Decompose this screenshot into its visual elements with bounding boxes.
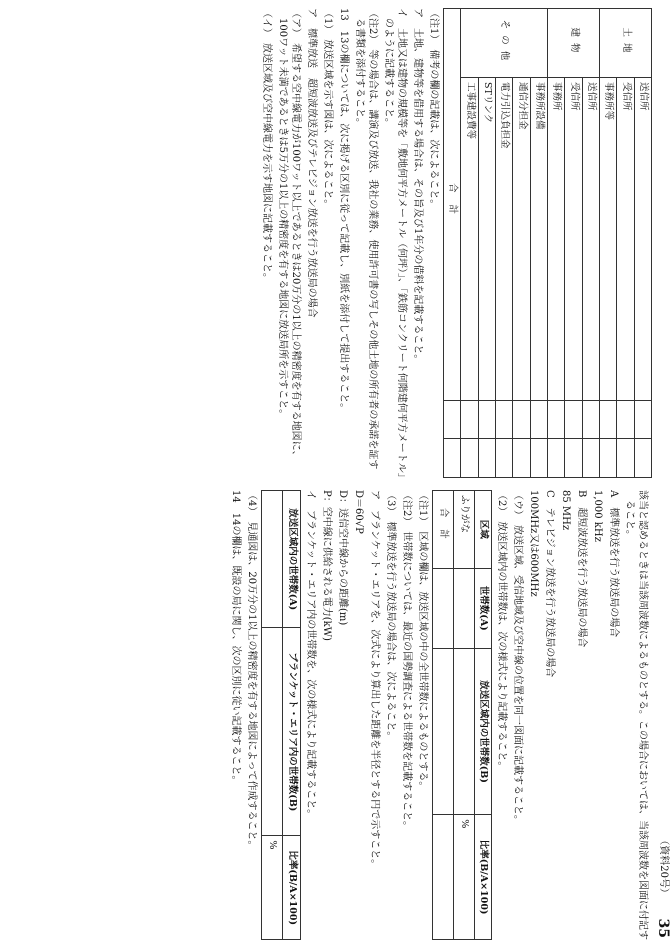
remark-cell bbox=[617, 439, 634, 478]
total-value bbox=[432, 568, 453, 648]
total-value bbox=[432, 815, 453, 940]
table-row bbox=[617, 9, 634, 478]
remark-cell bbox=[582, 439, 599, 478]
value-cell bbox=[617, 401, 634, 439]
value-cell bbox=[634, 401, 651, 439]
right-lines bbox=[495, 490, 649, 940]
remark-cell bbox=[599, 439, 616, 478]
note-line: ア 標準放送 超短波放送及びテレビジョン放送を行う放送局の場合 bbox=[305, 8, 317, 318]
data-cell: % bbox=[453, 815, 474, 940]
item-cell: 送信所 bbox=[634, 78, 651, 401]
total-remark bbox=[443, 439, 460, 478]
note-line: ア 土地、建物等を借用する場合は、その旨及び1年分の借料を記載すること。 bbox=[411, 8, 423, 365]
header-cell: 放送区域内の世帯数(A) bbox=[283, 491, 300, 628]
text-line: （2） 放送区域内の世帯数は、次の様式により記載すること。 bbox=[496, 490, 507, 772]
note-line: ア ブランケット・エリアを、次式により算出した距離を半径とする円で示すこと。 bbox=[368, 490, 380, 870]
category-cell: その他 bbox=[461, 9, 548, 78]
header-row bbox=[283, 491, 300, 940]
table-row bbox=[461, 9, 478, 478]
left-column bbox=[257, 8, 652, 478]
data-cell: % bbox=[262, 836, 283, 940]
right-after bbox=[229, 490, 258, 940]
value-cell bbox=[513, 401, 530, 439]
table-row bbox=[599, 9, 616, 478]
item-cell: 受信所 bbox=[617, 78, 634, 401]
data-row bbox=[453, 491, 474, 940]
item-cell: 工事建設費等 bbox=[461, 78, 478, 401]
table-row bbox=[478, 9, 495, 478]
text-line: A 標準放送を行う放送局の場合 bbox=[608, 490, 619, 638]
text-line: （ウ） 放送区域、受信地域及び空中線の位置を同一図面に記載すること。 bbox=[512, 490, 523, 825]
note-line: （ア） 希望する空中線電力が100ワット以上であるときは20万分の1以上の精密度を有する地図に、100ワット未満であるときは5万分の1以上の精密度を有する地図に放送局所を示すこと。 bbox=[276, 8, 301, 461]
header-cell: 比率(B/A×100) bbox=[283, 836, 300, 940]
households-table bbox=[432, 490, 492, 940]
value-cell bbox=[461, 401, 478, 439]
remark-cell bbox=[530, 439, 547, 478]
value-cell bbox=[599, 401, 616, 439]
remark-cell bbox=[547, 439, 564, 478]
table-row bbox=[530, 9, 547, 478]
note-line: P：空中線に供給される電力(kW) bbox=[320, 490, 332, 641]
table-row bbox=[634, 9, 651, 478]
data-cell bbox=[262, 491, 283, 628]
value-cell bbox=[547, 401, 564, 439]
value-cell bbox=[565, 401, 582, 439]
item-cell: 送信所 bbox=[582, 78, 599, 401]
value-cell bbox=[495, 401, 512, 439]
remark-cell bbox=[513, 439, 530, 478]
note-line: 13 13の欄については、次に掲げる区別に従って記載し、別紙を添付して提出すること。 bbox=[337, 8, 349, 414]
value-cell bbox=[530, 401, 547, 439]
note-line: D＝60√P bbox=[352, 490, 364, 534]
text-line: 100MHz又は600MHz bbox=[528, 490, 539, 597]
text-line: 85 MHz bbox=[560, 490, 571, 531]
header-cell: 区域 bbox=[474, 491, 491, 569]
total-value bbox=[432, 648, 453, 814]
header-cell: 比率(B/A×100) bbox=[474, 815, 491, 940]
header-cell: ブランケット・エリア内の世帯数(B) bbox=[283, 628, 300, 836]
right-column bbox=[226, 490, 652, 940]
page-header bbox=[656, 10, 670, 938]
total-value bbox=[443, 401, 460, 439]
remark-cell bbox=[461, 439, 478, 478]
left-notes bbox=[260, 8, 440, 478]
header-cell: 放送区域内の世帯数(B) bbox=[474, 648, 491, 814]
facilities-table bbox=[443, 8, 652, 478]
text-line: C テレビジョン放送を行う放送局の場合 bbox=[544, 490, 555, 678]
note-line: イ 土地又は建物の規模等を「敷地何平方メートル（何坪）」、「鉄筋コンクリート何階建何平方メートル」のように記載すること。 bbox=[382, 8, 407, 478]
note-line: （3） 標準放送を行う放送局の場合は、次によること。 bbox=[384, 490, 396, 742]
text-line: B 超短波放送を行う放送局の場合 bbox=[576, 490, 587, 648]
data-row bbox=[262, 491, 283, 940]
item-cell: STリンク bbox=[478, 78, 495, 401]
item-cell: 受信所 bbox=[565, 78, 582, 401]
header-row bbox=[474, 491, 491, 940]
note-line: （注2） 等の場合は、講演及び放送、我社の業務、使用許可書の写しその他土地の所有者の承諾を証する書類を添付すること。 bbox=[353, 8, 378, 470]
note-line: （1） 放送区域を示す図は、次によること。 bbox=[321, 8, 333, 210]
note-line: （注1） 区域の欄は、放送区域の中の全世帯数によるものとする。 bbox=[416, 490, 428, 792]
remark-cell bbox=[478, 439, 495, 478]
data-cell bbox=[453, 648, 474, 814]
note-line: （イ） 放送区域及び空中線電力を示す地図に記載すること。 bbox=[260, 8, 272, 283]
text-line: 該当と認めるときは当該周波数によるものとする。この場合においては、当該周波数を図面に付記すること。 bbox=[624, 490, 648, 940]
item-cell: 事務所 bbox=[547, 78, 564, 401]
data-cell bbox=[453, 568, 474, 648]
data-cell: ふりがな bbox=[453, 491, 474, 569]
table-row bbox=[513, 9, 530, 478]
item-cell: 電力引込負担金 bbox=[495, 78, 512, 401]
value-cell bbox=[582, 401, 599, 439]
table-row bbox=[565, 9, 582, 478]
note-line: D：送信空中線からの距離(m) bbox=[336, 490, 348, 626]
category-cell: 土地 bbox=[599, 9, 651, 78]
data-cell bbox=[262, 628, 283, 836]
text-line: （4） 見通図は、20万分の1以上の精密度を有する地図によって作成すること。 bbox=[246, 490, 258, 851]
category-cell: 建物 bbox=[547, 9, 599, 78]
item-cell: 事務所等 bbox=[599, 78, 616, 401]
text-line: 1,000 kHz bbox=[592, 490, 603, 542]
page-title: （資料20号） bbox=[658, 835, 669, 898]
table-row bbox=[547, 9, 564, 478]
remark-cell bbox=[634, 439, 651, 478]
item-cell: 通信分担金 bbox=[513, 78, 530, 401]
value-cell bbox=[478, 401, 495, 439]
blanket-area-table bbox=[261, 490, 300, 940]
total-cell: 合計 bbox=[432, 491, 453, 569]
page-number: 35 bbox=[655, 918, 671, 938]
header-cell: 世帯数(A) bbox=[474, 568, 491, 648]
note-line: （注2） 世帯数については、最近の国勢調査による世帯数を記載すること。 bbox=[400, 490, 412, 832]
table-row bbox=[582, 9, 599, 478]
total-row bbox=[432, 491, 453, 940]
note-line: イ ブランケット・エリア内の世帯数を、次の様式により記載すること。 bbox=[304, 490, 316, 820]
remark-cell bbox=[565, 439, 582, 478]
text-line: 14 14の欄は、既設の局に関し、次の区別に従い記載すること。 bbox=[230, 490, 242, 786]
note-line: （注1） 備考の欄の記載は、次によること。 bbox=[427, 8, 439, 210]
right-notes bbox=[304, 490, 429, 940]
table-row bbox=[495, 9, 512, 478]
item-cell: 事務所設備 bbox=[530, 78, 547, 401]
remark-cell bbox=[495, 439, 512, 478]
total-cell: 合計 bbox=[443, 9, 460, 401]
table-total-row bbox=[443, 9, 460, 478]
